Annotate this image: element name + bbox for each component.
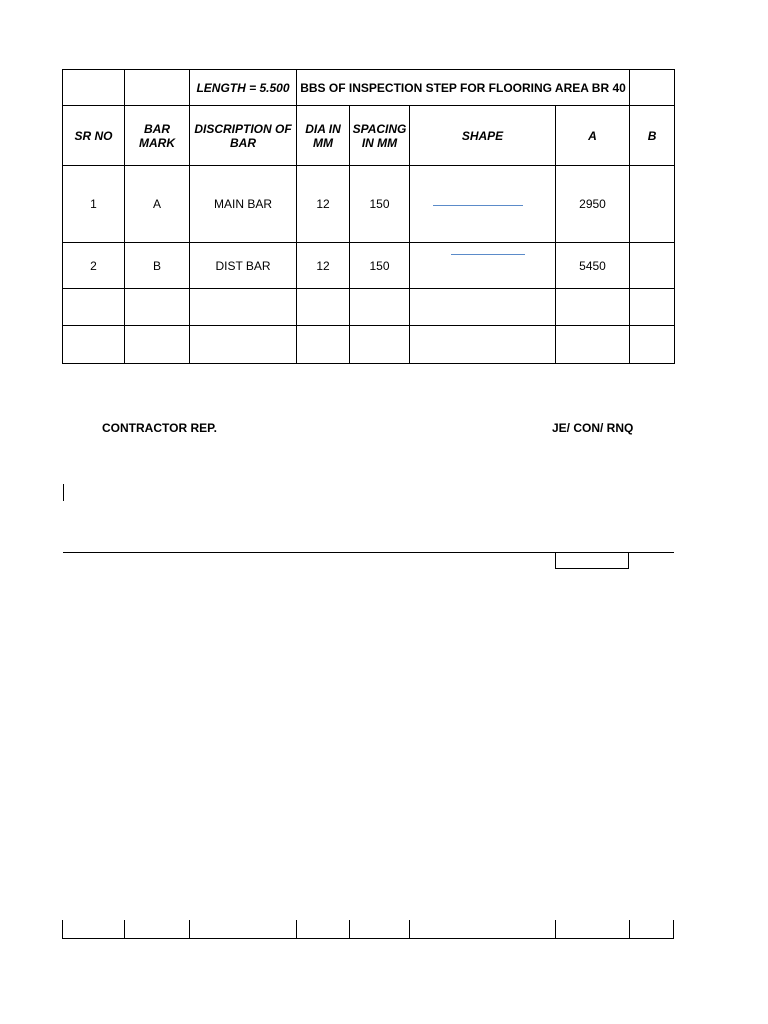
shape-cell [410, 243, 556, 289]
col-a: A [556, 106, 630, 166]
contractor-signature-label: CONTRACTOR REP. [102, 421, 217, 435]
desc-cell: MAIN BAR [190, 166, 297, 243]
stray-cell-box [555, 552, 629, 569]
header-row [63, 70, 675, 106]
col-shape: SHAPE [410, 106, 556, 166]
col-dia: DIA IN MM [297, 106, 350, 166]
empty-row [63, 289, 675, 326]
table-row [63, 243, 675, 289]
straight-bar-shape [433, 205, 523, 206]
empty-row [63, 326, 675, 364]
spacing-cell: 150 [350, 243, 410, 289]
mark-cell: B [125, 243, 190, 289]
col-sr-no: SR NO [63, 106, 125, 166]
column-header-row [63, 106, 675, 166]
cursor-mark [63, 484, 64, 501]
straight-bar-shape [451, 254, 525, 255]
table-row [63, 166, 675, 243]
col-description: DISCRIPTION OF BAR [190, 106, 297, 166]
length-cell: LENGTH = 5.500 [190, 70, 297, 106]
col-spacing: SPACING IN MM [350, 106, 410, 166]
sr-cell: 1 [63, 166, 125, 243]
desc-cell: DIST BAR [190, 243, 297, 289]
dia-cell: 12 [297, 243, 350, 289]
col-b: B [630, 106, 675, 166]
sheet-title: BBS OF INSPECTION STEP FOR FLOORING AREA BR 40 [297, 70, 630, 106]
engineer-signature-label: JE/ CON/ RNQ [552, 421, 634, 435]
a-cell: 5450 [556, 243, 630, 289]
empty-cell [630, 70, 675, 106]
col-bar-mark: BAR MARK [125, 106, 190, 166]
spacing-cell: 150 [350, 166, 410, 243]
shape-cell [410, 166, 556, 243]
b-cell [630, 166, 675, 243]
b-cell [630, 243, 675, 289]
a-cell: 2950 [556, 166, 630, 243]
mark-cell: A [125, 166, 190, 243]
empty-cell [63, 70, 125, 106]
dia-cell: 12 [297, 166, 350, 243]
empty-cell [125, 70, 190, 106]
sr-cell: 2 [63, 243, 125, 289]
bbs-table [62, 69, 675, 364]
bottom-cell-border [62, 920, 674, 939]
